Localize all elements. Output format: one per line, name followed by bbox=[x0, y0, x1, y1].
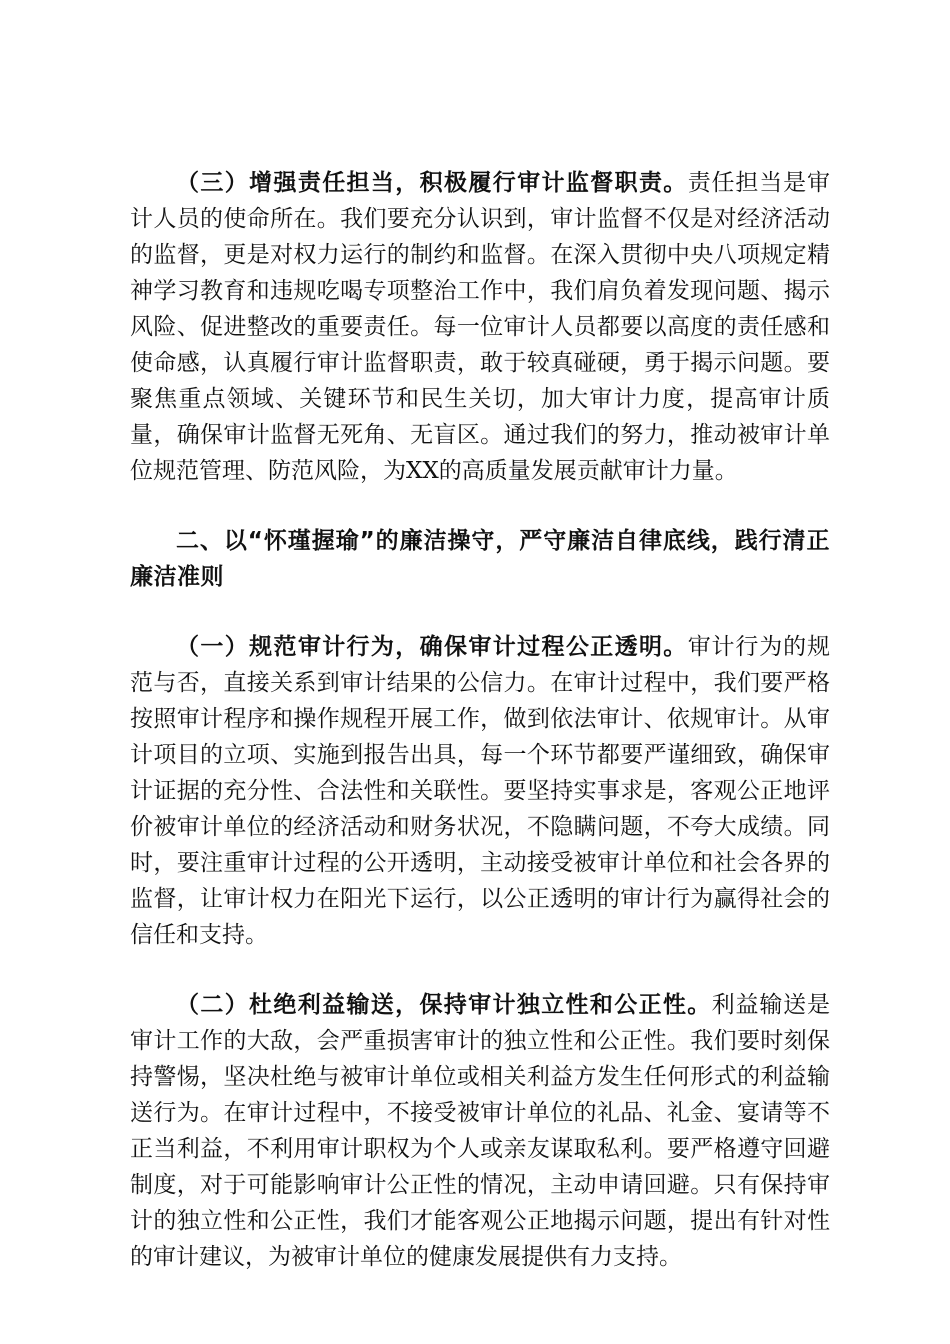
section-heading-2: 二、以“怀瑾握瑜”的廉洁操守，严守廉洁自律底线，践行清正廉洁准则 bbox=[130, 528, 830, 590]
paragraph-lead-heading: （一）规范审计行为，确保审计过程公正透明。 bbox=[176, 634, 688, 660]
paragraph-section-1 bbox=[130, 629, 830, 953]
paragraph-text: 利益输送是审计工作的大敌，会严重损害审计的独立性和公正性。我们要时刻保持警惕，坚决杜绝与被审计单位或相关利益方发生任何形式的利益输送行为。在审计过程中，不接受被审计单位的礼品、礼金、宴请等不正当利益，不利用审计职权为个人或亲友谋取私利。要严格遵守回避制度，对于可能影响审计公正性的情况，主动申请回避。只有保持审计的独立性和公正性，我们才能客观公正地揭示问题，提出有针对性的审计建议，为被审计单位的健康发展提供有力支持。 bbox=[130, 992, 831, 1270]
paragraph-text: 责任担当是审计人员的使命所在。我们要充分认识到，审计监督不仅是对经济活动的监督，更是对权力运行的制约和监督。在深入贯彻中央八项规定精神学习教育和违规吃喝专项整治工作中，我们肩负着发现问题、揭示风险、促进整改的重要责任。每一位审计人员都要以高度的责任感和使命感，认真履行审计监督职责，敢于较真碰硬，勇于揭示问题。要聚焦重点领域、关键环节和民生关切，加大审计力度，提高审计质量，确保审计监督无死角、无盲区。通过我们的努力，推动被审计单位规范管理、防范风险，为XX的高质量发展贡献审计力量。 bbox=[130, 170, 831, 484]
paragraph-text: 审计行为的规范与否，直接关系到审计结果的公信力。在审计过程中，我们要严格按照审计程序和操作规程开展工作，做到依法审计、依规审计。从审计项目的立项、实施到报告出具，每一个环节都要严谨细致，确保审计证据的充分性、合法性和关联性。要坚持实事求是，客观公正地评价被审计单位的经济活动和财务状况，不隐瞒问题，不夸大成绩。同时，要注重审计过程的公开透明，主动接受被审计单位和社会各界的监督，让审计权力在阳光下运行，以公正透明的审计行为赢得社会的信任和支持。 bbox=[130, 634, 831, 948]
paragraph-lead-heading: （三）增强责任担当，积极履行审计监督职责。 bbox=[176, 170, 688, 196]
paragraph-lead-heading: （二）杜绝利益输送，保持审计独立性和公正性。 bbox=[176, 992, 712, 1018]
paragraph-section-2 bbox=[130, 987, 830, 1275]
document-body bbox=[130, 165, 830, 1275]
paragraph-section-3 bbox=[130, 165, 830, 489]
